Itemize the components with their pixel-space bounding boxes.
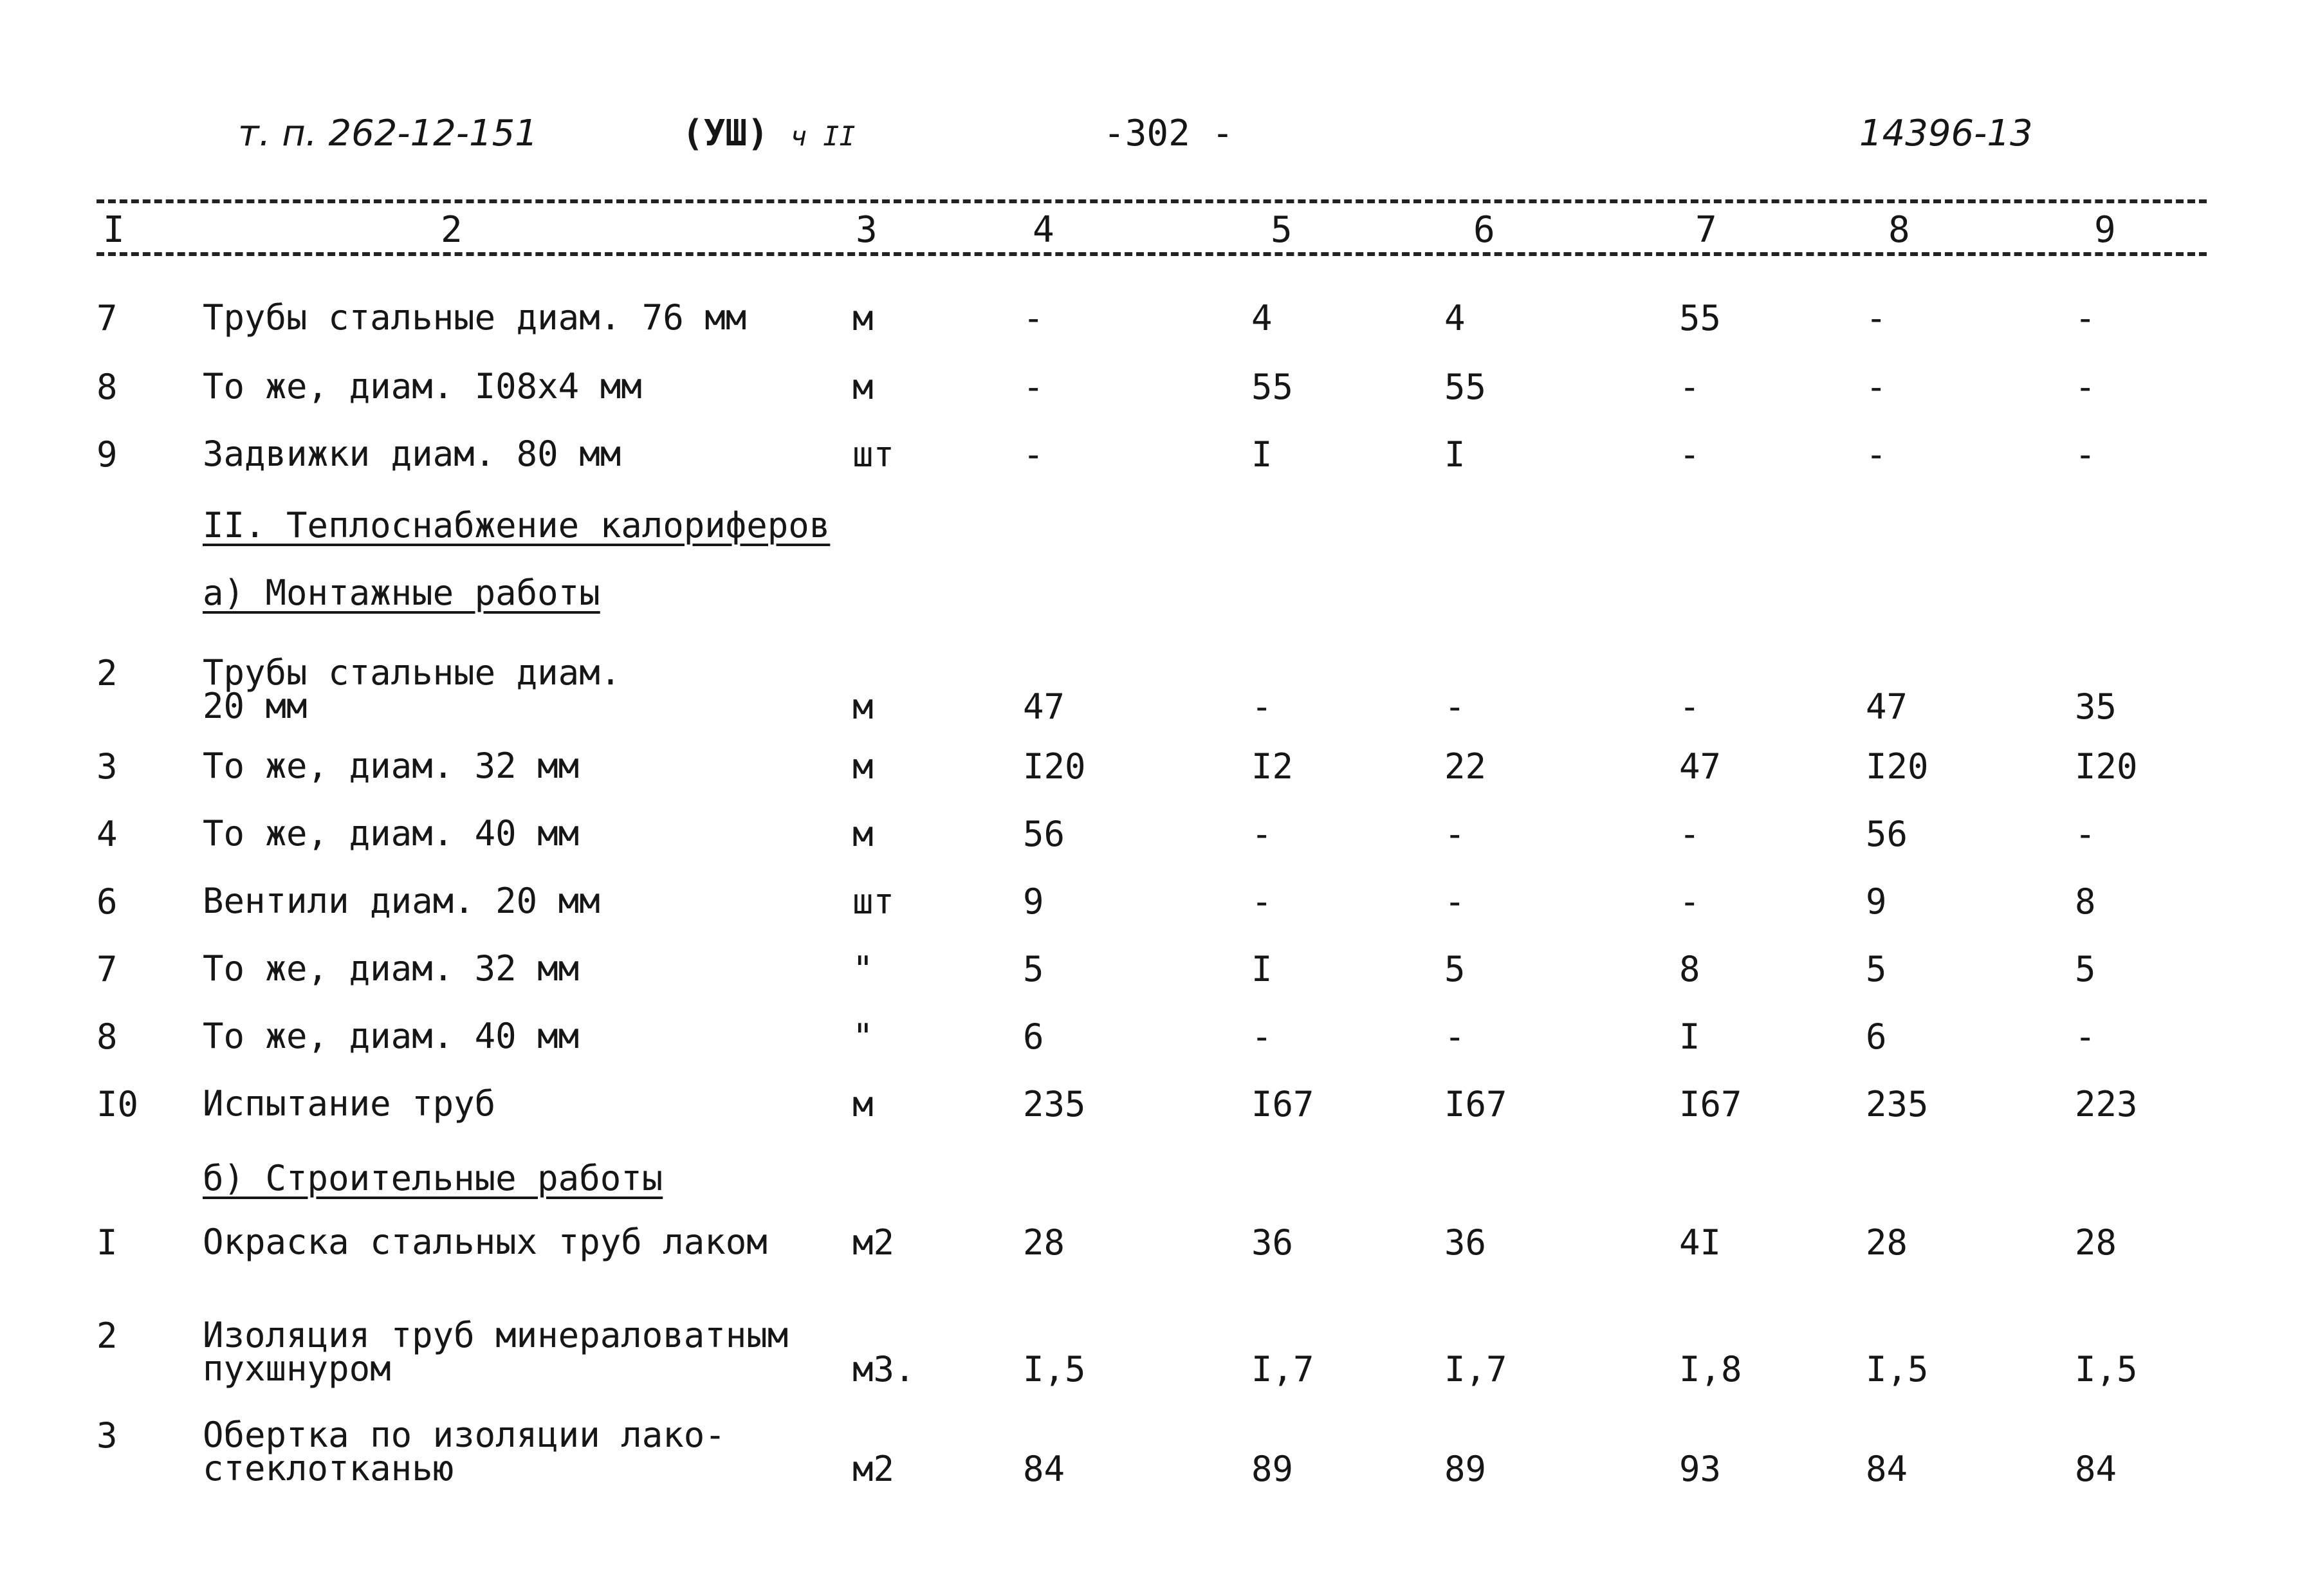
row-value-col-7: - — [1679, 814, 1700, 854]
row-unit: шт — [852, 434, 895, 475]
row-value-col-9: 84 — [2075, 1449, 2117, 1489]
row-value-col-6: - — [1444, 686, 1466, 727]
row-number: I0 — [97, 1084, 139, 1124]
row-value-col-8: - — [1866, 298, 1887, 338]
row-value-col-9: 5 — [2075, 949, 2096, 989]
row-number: 2 — [97, 1316, 118, 1356]
section-code: (УШ) — [682, 113, 769, 154]
row-name: То же, диам. 32 мм — [203, 948, 580, 989]
row-value-col-6: 4 — [1444, 298, 1466, 338]
row-value-col-4: 47 — [1023, 686, 1065, 727]
row-value-col-4: - — [1023, 367, 1044, 407]
row-value-col-8: - — [1866, 434, 1887, 475]
row-value-col-9: - — [2075, 367, 2096, 407]
table-row — [0, 746, 2318, 814]
row-unit: м — [852, 1084, 874, 1124]
row-name: Изоляция труб минераловатным пухшнуром — [203, 1315, 789, 1389]
table-row — [0, 948, 2318, 1016]
section-heading: а) Монтажные работы — [203, 573, 600, 613]
row-value-col-9: - — [2075, 814, 2096, 854]
header-rule-bottom — [97, 252, 2207, 256]
row-value-col-9: I20 — [2075, 746, 2138, 787]
row-value-col-5: I — [1251, 949, 1273, 989]
row-value-col-6: 36 — [1444, 1222, 1487, 1263]
row-name: Испытание труб — [203, 1083, 496, 1124]
row-value-col-6: I — [1444, 434, 1466, 475]
row-name: Трубы стальные диам. 20 мм — [203, 652, 621, 726]
table-row — [0, 1315, 2318, 1390]
row-value-col-8: - — [1866, 367, 1887, 407]
section-heading-row — [0, 1158, 2318, 1222]
section-mark: ч II — [790, 120, 856, 152]
row-value-col-8: 6 — [1866, 1016, 1887, 1057]
row-value-col-6: I67 — [1444, 1084, 1507, 1124]
row-unit: м2 — [852, 1222, 895, 1263]
table-row — [0, 1222, 2318, 1290]
row-value-col-4: - — [1023, 298, 1044, 338]
row-name: Обертка по изоляции лако- стеклотканью — [203, 1415, 726, 1489]
row-value-col-6: 55 — [1444, 367, 1487, 407]
row-value-col-5: 36 — [1251, 1222, 1294, 1263]
row-value-col-5: I — [1251, 434, 1273, 475]
column-header: 2 — [441, 209, 463, 251]
row-value-col-4: 5 — [1023, 949, 1044, 989]
row-value-col-7: - — [1679, 881, 1700, 922]
row-value-col-4: 28 — [1023, 1222, 1065, 1263]
row-value-col-9: 8 — [2075, 881, 2096, 922]
row-value-col-4: 6 — [1023, 1016, 1044, 1057]
row-value-col-5: - — [1251, 881, 1273, 922]
row-name: То же, диам. I08х4 мм — [203, 366, 642, 407]
row-value-col-5: - — [1251, 1016, 1273, 1057]
row-value-col-6: I,7 — [1444, 1349, 1507, 1390]
row-name: То же, диам. 32 мм — [203, 746, 580, 786]
row-name: Вентили диам. 20 мм — [203, 881, 600, 921]
row-value-col-8: 5 — [1866, 949, 1887, 989]
row-value-col-9: I,5 — [2075, 1349, 2138, 1390]
row-value-col-5: I,7 — [1251, 1349, 1314, 1390]
row-value-col-5: - — [1251, 814, 1273, 854]
row-value-col-9: - — [2075, 434, 2096, 475]
column-header: 6 — [1473, 209, 1495, 251]
row-value-col-6: 5 — [1444, 949, 1466, 989]
row-number: 8 — [97, 367, 118, 407]
row-value-col-7: 93 — [1679, 1449, 1722, 1489]
doc-number: 14396-13 — [1859, 113, 2033, 154]
row-value-col-6: - — [1444, 1016, 1466, 1057]
row-value-col-4: 84 — [1023, 1449, 1065, 1489]
row-value-col-4: 9 — [1023, 881, 1044, 922]
row-number: 7 — [97, 298, 118, 338]
row-value-col-8: 84 — [1866, 1449, 1908, 1489]
row-number: 6 — [97, 881, 118, 922]
row-number: 9 — [97, 434, 118, 475]
column-header: 9 — [2094, 209, 2116, 251]
row-value-col-7: I — [1679, 1016, 1700, 1057]
table-row — [0, 1415, 2318, 1489]
table-row — [0, 434, 2318, 502]
row-value-col-7: 8 — [1679, 949, 1700, 989]
section-heading-row — [0, 505, 2318, 569]
row-unit: м — [852, 367, 874, 407]
column-header: 7 — [1695, 209, 1717, 251]
row-value-col-8: 28 — [1866, 1222, 1908, 1263]
row-value-col-8: 9 — [1866, 881, 1887, 922]
row-value-col-6: 22 — [1444, 746, 1487, 787]
row-value-col-7: - — [1679, 367, 1700, 407]
row-number: 2 — [97, 653, 118, 693]
section-header — [682, 113, 856, 154]
row-number: 8 — [97, 1016, 118, 1057]
header-rule-top — [97, 199, 2207, 203]
row-value-col-7: - — [1679, 434, 1700, 475]
row-name: Трубы стальные диам. 76 мм — [203, 297, 747, 338]
row-number: 3 — [97, 746, 118, 787]
table-row — [0, 366, 2318, 434]
row-value-col-5: 4 — [1251, 298, 1273, 338]
row-value-col-5: 55 — [1251, 367, 1294, 407]
row-unit: " — [852, 1016, 874, 1057]
row-unit: м2 — [852, 1449, 895, 1489]
row-name: Окраска стальных труб лаком — [203, 1222, 768, 1262]
row-value-col-5: 89 — [1251, 1449, 1294, 1489]
row-value-col-5: - — [1251, 686, 1273, 727]
section-heading: б) Строительные работы — [203, 1158, 663, 1198]
row-value-col-9: 223 — [2075, 1084, 2138, 1124]
row-value-col-7: I67 — [1679, 1084, 1742, 1124]
row-unit: м — [852, 746, 874, 787]
row-name: Задвижки диам. 80 мм — [203, 434, 621, 474]
row-value-col-6: 89 — [1444, 1449, 1487, 1489]
page-number: -302 - — [1103, 113, 1234, 154]
row-number: 7 — [97, 949, 118, 989]
row-value-col-5: I2 — [1251, 746, 1294, 787]
section-heading-row — [0, 573, 2318, 637]
row-value-col-9: 28 — [2075, 1222, 2117, 1263]
row-value-col-6: - — [1444, 814, 1466, 854]
table-row — [0, 1083, 2318, 1151]
row-value-col-6: - — [1444, 881, 1466, 922]
row-value-col-4: - — [1023, 434, 1044, 475]
row-value-col-8: 235 — [1866, 1084, 1929, 1124]
row-unit: м — [852, 686, 874, 727]
row-unit: м3. — [852, 1349, 915, 1390]
row-value-col-4: I20 — [1023, 746, 1086, 787]
row-value-col-7: 55 — [1679, 298, 1722, 338]
row-number: I — [97, 1222, 118, 1263]
row-unit: м — [852, 814, 874, 854]
row-value-col-8: 56 — [1866, 814, 1908, 854]
column-header: 5 — [1271, 209, 1292, 251]
row-value-col-9: - — [2075, 1016, 2096, 1057]
table-row — [0, 1016, 2318, 1084]
row-value-col-7: - — [1679, 686, 1700, 727]
row-value-col-4: I,5 — [1023, 1349, 1086, 1390]
row-value-col-8: I20 — [1866, 746, 1929, 787]
row-value-col-7: I,8 — [1679, 1349, 1742, 1390]
row-value-col-9: - — [2075, 298, 2096, 338]
column-header: I — [103, 209, 125, 251]
table-row — [0, 652, 2318, 727]
row-value-col-9: 35 — [2075, 686, 2117, 727]
row-name: То же, диам. 40 мм — [203, 1016, 580, 1056]
table-row — [0, 881, 2318, 949]
row-number: 3 — [97, 1415, 118, 1456]
row-value-col-4: 56 — [1023, 814, 1065, 854]
row-value-col-7: 4I — [1679, 1222, 1722, 1263]
row-value-col-8: I,5 — [1866, 1349, 1929, 1390]
row-unit: " — [852, 949, 874, 989]
table-row — [0, 297, 2318, 365]
row-value-col-8: 47 — [1866, 686, 1908, 727]
doc-code: т. п. 262-12-151 — [238, 113, 538, 154]
row-value-col-4: 235 — [1023, 1084, 1086, 1124]
column-header: 8 — [1888, 209, 1910, 251]
row-value-col-5: I67 — [1251, 1084, 1314, 1124]
row-name: То же, диам. 40 мм — [203, 813, 580, 854]
section-heading: II. Теплоснабжение калориферов — [203, 505, 831, 546]
table-row — [0, 813, 2318, 881]
row-number: 4 — [97, 814, 118, 854]
row-value-col-7: 47 — [1679, 746, 1722, 787]
column-header: 4 — [1033, 209, 1054, 251]
row-unit: шт — [852, 881, 895, 922]
column-header: 3 — [856, 209, 878, 251]
row-unit: м — [852, 298, 874, 338]
